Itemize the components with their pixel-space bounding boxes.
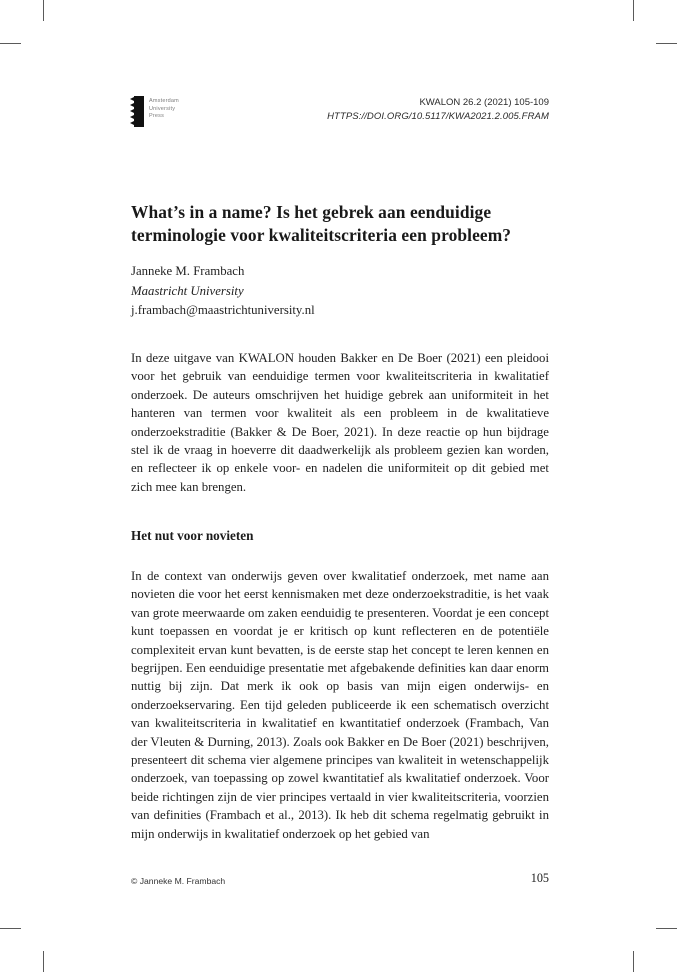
section-heading: Het nut voor novieten [131, 528, 254, 543]
crop-mark-bottom-left-vertical [43, 951, 44, 972]
article-title: What’s in a name? Is het gebrek aan eenduidige terminologie voor kwaliteitscriteria een probleem? [131, 202, 512, 245]
section-paragraph: In de context van onderwijs geven over kwalitatief onderzoek, met name aan novieten die voor het eerst kennismaken met deze onderzoekstraditie, is het vaak van grote meerwaarde om zaken eenduidig te presenteren. Voordat je een concept kunt toepassen en voordat je er kritisch op kunt reflecteren en de potentiële complexiteit ervan kunt bevatten, is de eerste stap het concept te leren kennen en begrijpen. Een eenduidige presentatie met afgebakende definities kan daar enorm nuttig bij zijn. Dat merk ik ook op basis van mijn eigen onderwijs- en onderzoekservaring. Een tijd geleden publiceerde ik een schematisch overzicht van kwaliteitscriteria in kwalitatief en kwantitatief onderzoek (Frambach, Van der Vleuten & Durning, 2013). Zoals ook Bakker en De Boer (2021) beschrijven, presenteert dit schema vier algemene principes van kwaliteit in wetenschappelijk onderzoek, van toepassing op zowel kwantitatief als kwalitatief onderzoek. Voor beide richtingen zijn de vier principes vertaald in vier kwaliteitscriteria, voorzien van definities (Frambach et al., 2013). Ik heb dit schema regelmatig gebruikt in mijn onderwijs in kwalitatief onderzoek op het gebied van [131, 569, 549, 841]
crop-mark-bottom-right-vertical [633, 951, 634, 972]
copyright-notice: © Janneke M. Frambach [131, 876, 226, 886]
crop-mark-top-right-vertical [633, 0, 634, 21]
journal-header [131, 96, 549, 124]
author-name: Janneke M. Frambach [131, 264, 245, 278]
author-email: j.frambach@maastrichtuniversity.nl [131, 303, 315, 318]
journal-issue: KWALON 26.2 (2021) 105-109 [419, 97, 549, 108]
author-block [131, 262, 549, 321]
publisher-wordmark-line: Press [149, 113, 165, 119]
publisher-wordmark-line: University [149, 105, 176, 112]
crop-mark-bottom-left-horizontal [0, 928, 21, 929]
crop-mark-bottom-right-horizontal [656, 928, 677, 929]
publisher-wordmark-line: Amsterdam [149, 98, 179, 104]
author-affiliation: Maastricht University [131, 283, 244, 298]
crop-mark-top-left-vertical [43, 0, 44, 21]
page-number: 105 [530, 871, 549, 885]
crop-mark-top-right-horizontal [656, 43, 677, 44]
doi-reference: HTTPS://DOI.ORG/10.5117/KWA2021.2.005.FRAM [327, 111, 549, 122]
crop-mark-top-left-horizontal [0, 43, 21, 44]
intro-paragraph: In deze uitgave van KWALON houden Bakker en De Boer (2021) een pleidooi voor het gebruik van eenduidige termen voor kwaliteitscriteria in kwalitatief onderzoek. De auteurs omschrijven het huidige gebrek aan uniformiteit in het hanteren van termen voor kwaliteit als een probleem in de kwalitatieve onderzoekstraditie (Bakker & De Boer, 2021). In deze reactie op hun bijdrage stel ik de vraag in hoeverre dit daadwerkelijk als probleem gezien kan worden, en reflecteer ik op enkele voor- en nadelen die uniformiteit op dit gebied met zich mee kan brengen. [131, 351, 549, 494]
